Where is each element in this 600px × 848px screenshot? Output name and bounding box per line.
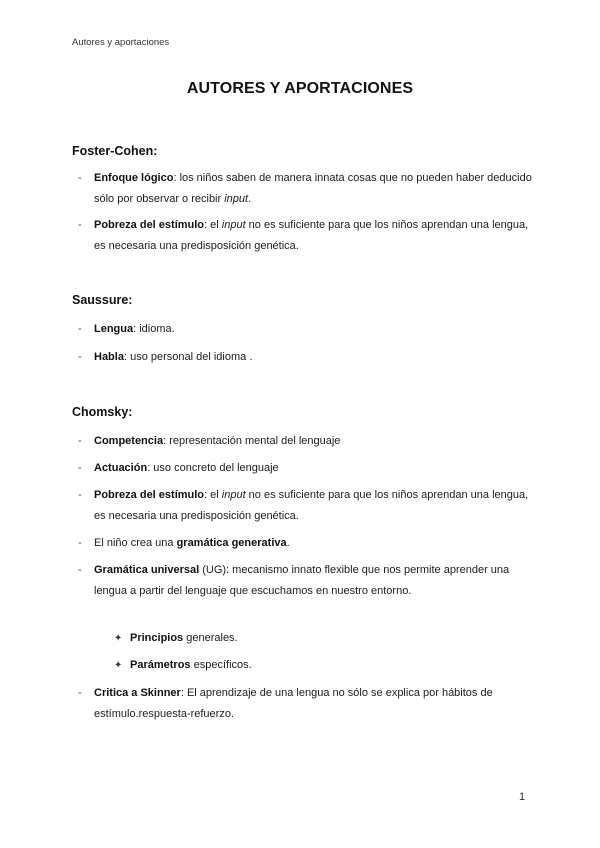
dash-marker: - xyxy=(78,687,82,699)
star-bullet-icon: ✦ xyxy=(114,660,123,671)
list-item: - El niño crea una gramática generativa. xyxy=(72,533,532,554)
sub-list-item: ✦ Parámetros específicos. xyxy=(114,655,514,676)
list-item: - Pobreza del estímulo: el input no es suficiente para que los niños aprendan una lengua, es necesaria una predisposición genética. xyxy=(72,485,532,527)
list-item: - Critica a Skinner: El aprendizaje de una lengua no sólo se explica por hábitos de estímulo.respuesta-refuerzo. xyxy=(72,683,532,725)
section-heading-saussure: Saussure: xyxy=(72,293,133,307)
dash-marker: - xyxy=(78,323,82,335)
dash-marker: - xyxy=(78,219,82,231)
sub-list-item: ✦ Principios generales. xyxy=(114,628,514,649)
list-item: - Habla: uso personal del idioma . xyxy=(72,347,532,368)
list-item: - Competencia: representación mental del lenguaje xyxy=(72,431,532,452)
dash-marker: - xyxy=(78,351,82,363)
dash-marker: - xyxy=(78,172,82,184)
dash-marker: - xyxy=(78,462,82,474)
running-header: Autores y aportaciones xyxy=(72,37,170,48)
list-item: - Enfoque lógico: los niños saben de manera innata cosas que no pueden haber deducido sólo por observar o recibir input. xyxy=(72,168,532,210)
list-item: - Pobreza del estímulo: el input no es suficiente para que los niños aprendan una lengua, es necesaria una predisposición genética. xyxy=(72,215,532,257)
star-bullet-icon: ✦ xyxy=(114,633,123,644)
list-item: - Gramática universal (UG): mecanismo innato flexible que nos permite aprender una lengua a partir del lenguaje que escuchamos en nuestro entorno. xyxy=(72,560,532,602)
page-number: 1 xyxy=(519,791,526,803)
dash-marker: - xyxy=(78,489,82,501)
section-heading-foster-cohen: Foster-Cohen: xyxy=(72,144,158,158)
list-item: - Lengua: idioma. xyxy=(72,319,532,340)
page-title: AUTORES Y APORTACIONES xyxy=(186,80,414,97)
dash-marker: - xyxy=(78,435,82,447)
dash-marker: - xyxy=(78,537,82,549)
dash-marker: - xyxy=(78,564,82,576)
list-item: - Actuación: uso concreto del lenguaje xyxy=(72,458,532,479)
section-heading-chomsky: Chomsky: xyxy=(72,405,133,419)
